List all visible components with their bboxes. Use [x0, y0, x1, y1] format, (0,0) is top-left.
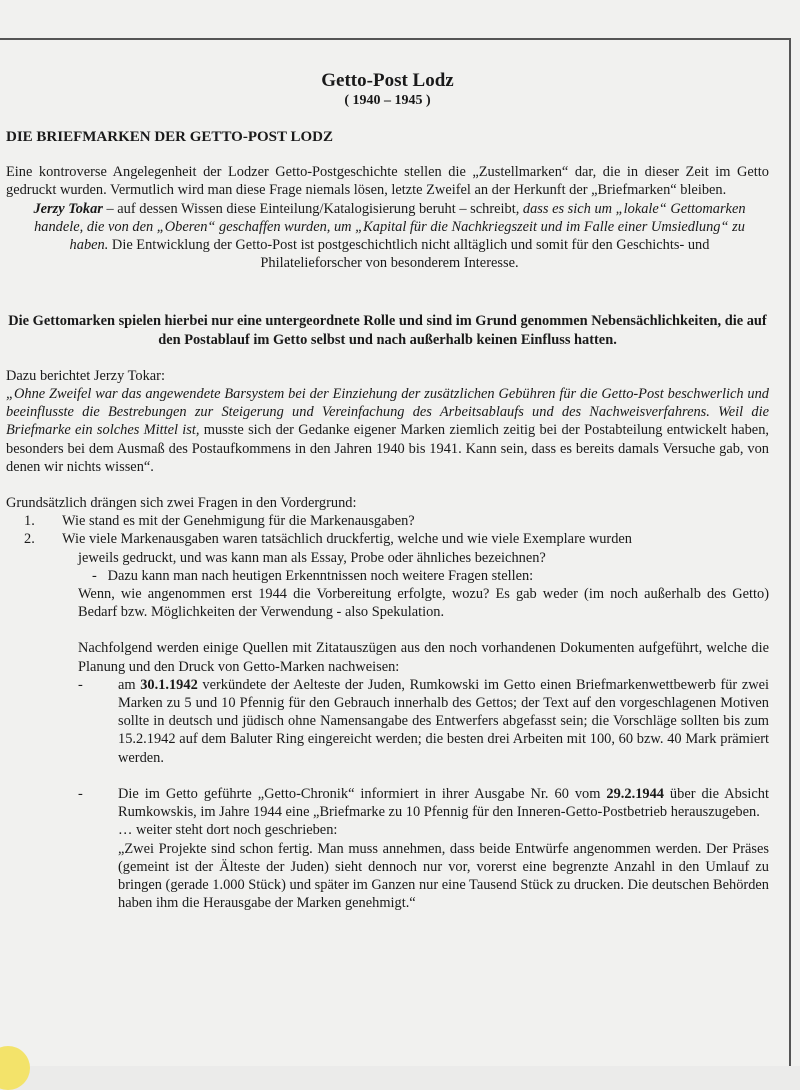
questions-intro: Grundsätzlich drängen sich zwei Fragen in den Vordergrund:	[6, 495, 357, 512]
report-intro: Dazu berichtet Jerzy Tokar:	[6, 367, 165, 384]
source-item-1944	[6, 785, 769, 821]
questions-list	[6, 512, 769, 548]
section-heading: DIE BRIEFMARKEN DER GETTO-POST LODZ	[6, 129, 334, 145]
page-subtitle: ( 1940 – 1945 )	[344, 93, 431, 108]
dash-marker: -	[78, 676, 83, 693]
list-number: 2.	[24, 531, 35, 548]
tokar-quote	[6, 385, 769, 476]
source-1-pre: am	[118, 676, 141, 693]
source-1-body: verkündete der Aelteste der Juden, Rumkowski im Getto einen Briefmarkenwettbewerb für zwei Marken zu 5 und 10 Pfennig für den Gebrauch innerhalb des Gettos; der Text auf den vorgeschlagenen Motiven sollte in deutsch und jüdisch ohne Namensangabe des Entwerfers abgefasst sein; die Vorschläge sollten bis zum 15.2.1942 auf dem Baluter Ring eingereicht werden; die besten drei Arbeiten mit 100, 60 bzw. 40 Mark prämiert werden.	[118, 676, 769, 766]
list-item	[6, 512, 769, 530]
source-2-text	[118, 785, 769, 821]
tokar-text-a: – auf dessen Wissen diese Einteilung/Katalogisierung beruht – schreibt,	[102, 200, 523, 217]
source-2-quote: „Zwei Projekte sind schon fertig. Man muss annehmen, dass beide Entwürfe angenommen werden. Der Präses (gemeint ist der Älteste der Juden) sieht dennoch nur vor, vorerst eine begrenzte Anzahl in den Umlauf zu bringen (gerade 1.000 Stück) und später im Ganzen nur eine Tausend Stück zu drucken. Die deutschen Behörden haben ihm die Herausgabe der Marken genehmigt.“	[118, 840, 769, 912]
dash-marker: -	[92, 567, 97, 584]
further-questions-text: Dazu kann man nach heutigen Erkenntnissen noch weitere Fragen stellen:	[107, 567, 534, 584]
page-title: Getto-Post Lodz	[321, 70, 454, 91]
document-body	[6, 70, 769, 912]
source-2-body: über die Absicht Rumkowskis, im Jahre 1944 eine „Briefmarke zu 10 Pfennig für den Inneren-Getto-Postbetrieb herauszugeben.	[118, 785, 769, 821]
tokar-paragraph	[6, 200, 769, 273]
dash-marker: -	[78, 785, 83, 802]
frame-right-border	[789, 38, 791, 1066]
sources-intro: Nachfolgend werden einige Quellen mit Zitatauszügen aus den noch vorhandenen Dokumenten aufgeführt, welche die Planung und den Druck von Getto-Marken nachweisen:	[78, 640, 769, 675]
tokar-text-b: Die Entwicklung der Getto-Post ist postgeschichtlich nicht alltäglich und somit für den Geschichts- und Philatelieforscher von besonderem Interesse.	[108, 237, 710, 272]
further-questions-answer: Wenn, wie angenommen erst 1944 die Vorbereitung erfolgte, wozu? Es gab weder (im noch außerhalb des Getto) Bedarf bzw. Möglichkeiten der Verwendung - also Spekulation.	[78, 586, 769, 621]
bold-statement: Die Gettomarken spielen hierbei nur eine untergeordnete Rolle und sind im Grund genommen Nebensächlichkeiten, die auf den Postablauf im Getto selbst und nach außerhalb keinen Einfluss hatten.	[8, 313, 767, 348]
list-item	[6, 530, 769, 548]
further-questions-line	[6, 567, 769, 585]
tokar-quote-italic: „Ohne Zweifel war das angewendete Barsystem bei der Einziehung der zusätzlichen Gebühren für die Getto-Post beschwerlich und beeinflusste die Bestrebungen zur Steigerung und Vereinfachung des Arbeitsablaufs und des Nachweisverfahrens. Weil die Briefmarke ein solches Mittel ist,	[6, 386, 769, 439]
tokar-quote-regular: musste sich der Gedanke eigener Marken ziemlich zeitig bei der Postabteilung entwickelt haben, besonders bei dem Ausmaß des Postaufkommens in den Jahren 1940 bis 1941. Kann sein, dass es bereits damals Versuche gab, von denen wir nichts wissen“.	[6, 422, 769, 475]
source-item-1942	[6, 676, 769, 767]
tokar-italic-quote: dass es sich um „lokale“ Gettomarken handele, die von den „Oberen“ geschaffen wurden, um „Kapital für die Nachkriegszeit und im Falle einer Umsiedlung“ zu haben.	[34, 200, 746, 254]
intro-paragraph: Eine kontroverse Angelegenheit der Lodzer Getto-Postgeschichte stellen die „Zustellmarken“ dar, die in dieser Zeit im Getto gedruckt wurden. Vermutlich wird man diese Frage niemals lösen, letzte Zweifel an der Herkunft der „Briefmarken“ bleiben.	[6, 164, 769, 199]
source-1-date: 30.1.1942	[140, 676, 198, 693]
list-text: Wie viele Markenausgaben waren tatsächlich druckfertig, welche und wie viele Exemplare wurden	[62, 531, 633, 548]
source-2-date: 29.2.1944	[606, 785, 664, 802]
tokar-name: Jerzy Tokar	[33, 200, 103, 217]
source-1-text	[118, 676, 769, 767]
question-2-continuation: jeweils gedruckt, und was kann man als Essay, Probe oder ähnliches bezeichnen?	[78, 549, 546, 566]
list-number: 1.	[24, 513, 35, 530]
source-2-pre: Die im Getto geführte „Getto-Chronik“ informiert in ihrer Ausgabe Nr. 60 vom	[118, 785, 607, 802]
frame-top-border	[0, 38, 790, 40]
list-text: Wie stand es mit der Genehmigung für die Markenausgaben?	[62, 513, 415, 530]
source-2-more: … weiter steht dort noch geschrieben:	[118, 822, 338, 839]
yellow-corner-mark	[0, 1046, 30, 1090]
